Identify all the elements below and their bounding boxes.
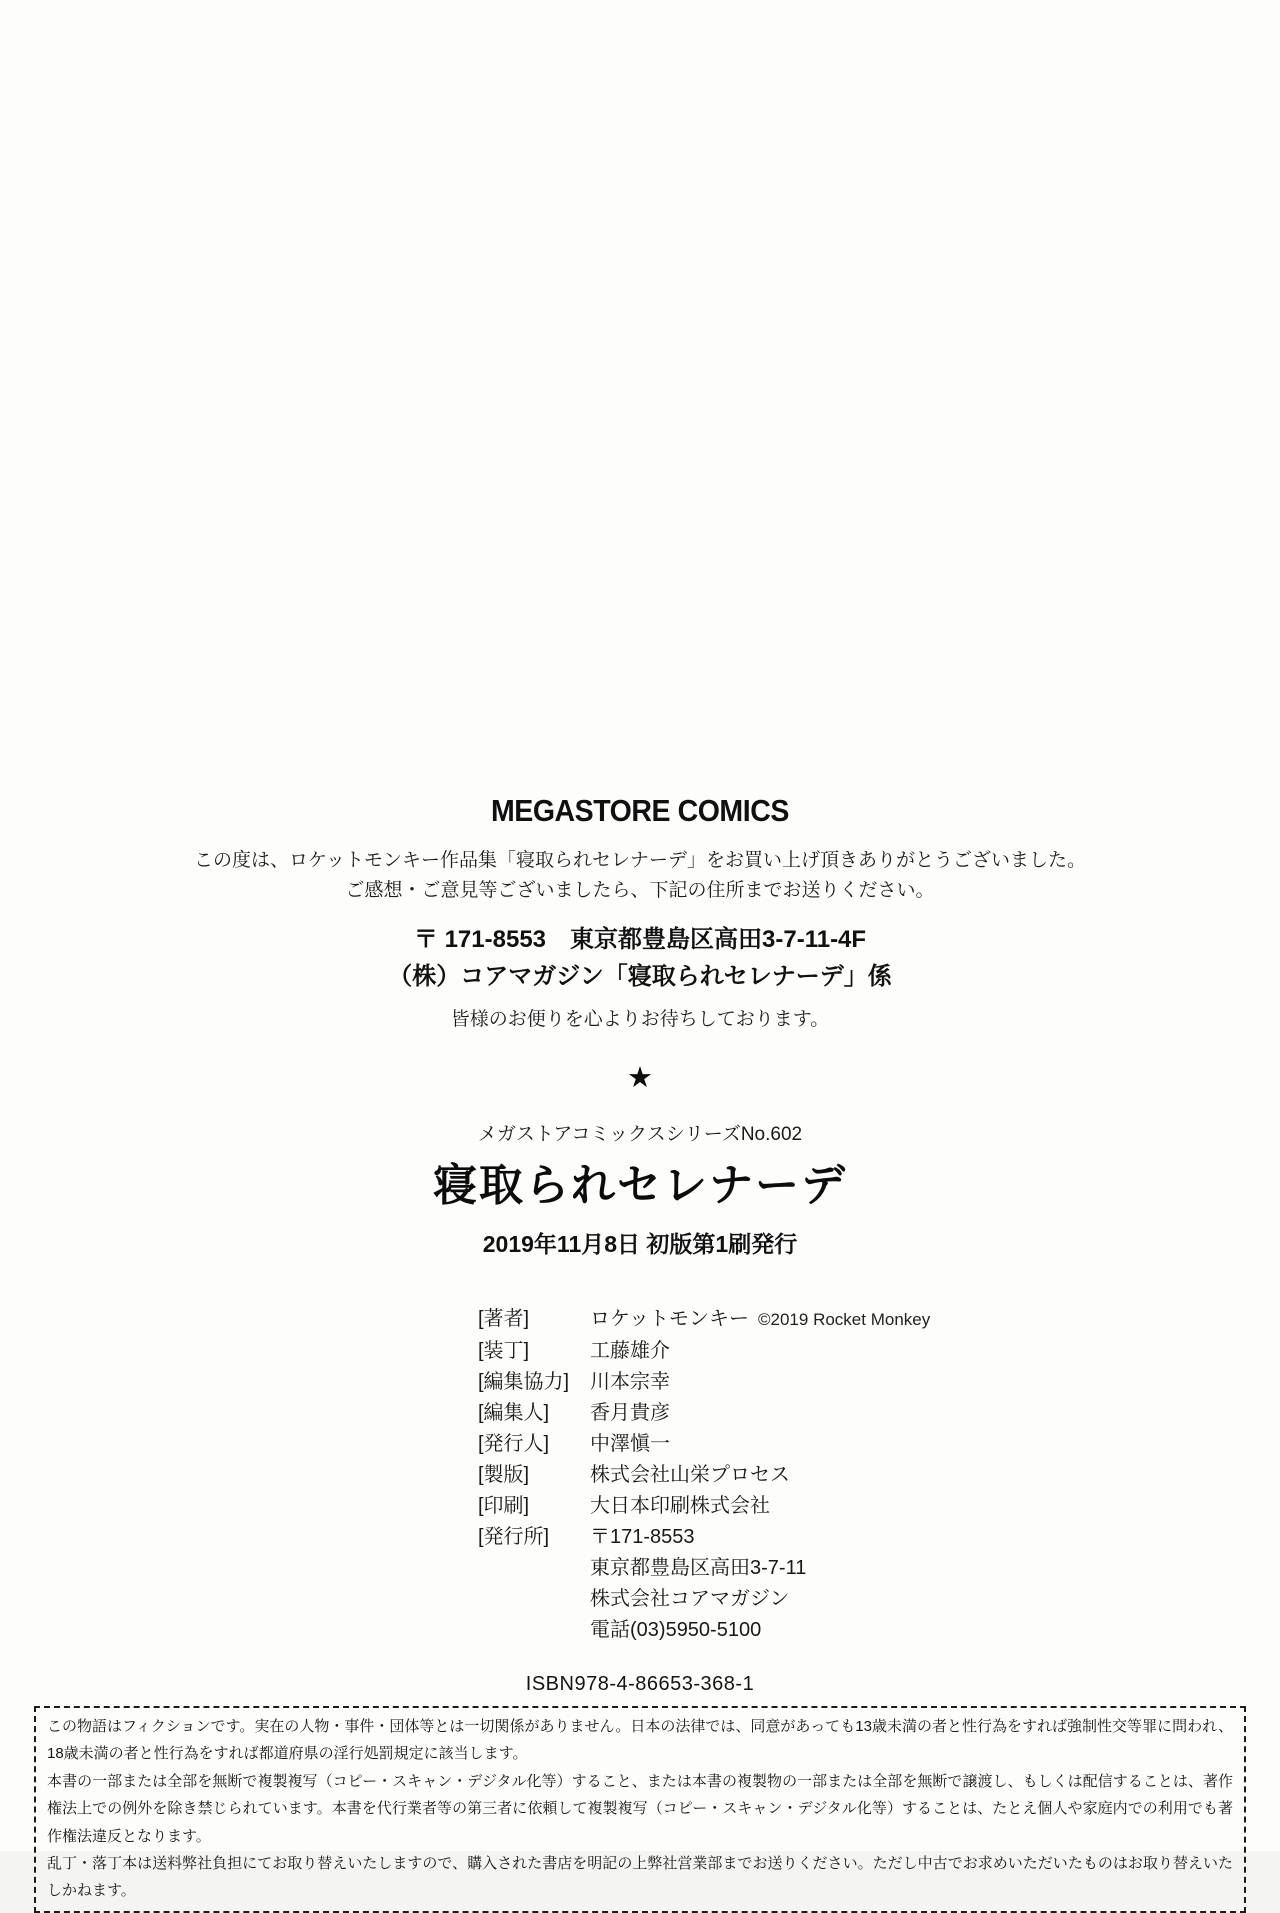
credits-list bbox=[478, 1309, 1280, 1640]
credit-label: [編集人] bbox=[478, 1402, 550, 1424]
credit-row-design bbox=[478, 1341, 1280, 1361]
publisher-address-row bbox=[478, 1558, 1280, 1578]
credit-label: [製版] bbox=[478, 1464, 530, 1486]
disclaimer-copyright-notice: 本書の一部または全部を無断で複製複写（コピー・スキャン・デジタル化等）すること、または本書の複製物の一部または全部を無断で譲渡し、もしくは配信することは、著作権法上での例外を除き禁じられています。本書を代行業者等の第三者に依頼して複製複写（コピー・スキャン・デジタル化等）することは、たとえ個人や家庭内での利用でも著作権法違反となります。 bbox=[47, 1772, 1233, 1845]
credit-label: [発行所] bbox=[478, 1526, 550, 1548]
publisher-phone-row bbox=[478, 1620, 1280, 1640]
credit-label: [印刷] bbox=[478, 1495, 530, 1517]
credit-value: 大日本印刷株式会社 bbox=[590, 1495, 770, 1517]
series-number: メガストアコミックスシリーズNo.602 bbox=[477, 1124, 803, 1145]
greeting-line: 皆様のお便りを心よりお待ちしております。 bbox=[450, 1009, 830, 1030]
credit-row-editor bbox=[478, 1403, 1280, 1423]
credit-row-publishing-office bbox=[478, 1527, 1280, 1547]
credit-row-printing bbox=[478, 1496, 1280, 1516]
credit-row-author bbox=[478, 1309, 1280, 1330]
credit-value bbox=[590, 1309, 930, 1330]
credit-value: 株式会社山栄プロセス bbox=[590, 1464, 790, 1486]
thank-you-line-2: ご感想・ご意見等ございましたら、下記の住所までお送りください。 bbox=[345, 880, 935, 901]
credit-label: [編集協力] bbox=[478, 1371, 570, 1393]
credit-row-publisher-person bbox=[478, 1434, 1280, 1454]
publisher-company-row bbox=[478, 1589, 1280, 1609]
imprint-logo-text: MEGASTORE COMICS bbox=[491, 793, 789, 828]
credit-label: [発行人] bbox=[478, 1433, 550, 1455]
publisher-company: 株式会社コアマガジン bbox=[590, 1588, 790, 1610]
credit-label: [装丁] bbox=[478, 1340, 530, 1362]
credit-row-plate-making bbox=[478, 1465, 1280, 1485]
author-name: ロケットモンキー bbox=[590, 1308, 749, 1330]
publisher-phone: 電話(03)5950-5100 bbox=[590, 1619, 762, 1641]
feedback-address-postal: 〒 171-8553 東京都豊島区高田3-7-11-4F bbox=[413, 926, 867, 953]
feedback-address bbox=[0, 921, 1280, 995]
book-title: 寝取られセレナーデ bbox=[433, 1161, 847, 1210]
publisher-street: 東京都豊島区高田3-7-11 bbox=[590, 1557, 807, 1579]
thank-you-line-1: この度は、ロケットモンキー作品集「寝取られセレナーデ」をお買い上げ頂きありがとうございました。 bbox=[193, 850, 1087, 871]
isbn-number: ISBN978-4-86653-368-1 bbox=[525, 1673, 755, 1695]
edition-date: 2019年11月8日 初版第1刷発行 bbox=[482, 1231, 798, 1257]
credit-row-editorial-support bbox=[478, 1372, 1280, 1392]
legal-disclaimer-box bbox=[34, 1706, 1246, 1913]
star-icon: ★ bbox=[627, 1062, 653, 1094]
credit-value: 中澤愼一 bbox=[590, 1433, 670, 1455]
disclaimer-defective-copy-notice: 乱丁・落丁本は送料弊社負担にてお取り替えいたしますので、購入された書店を明記の上弊社営業部までお送りください。ただし中古でお求めいただいたものはお取り替えいたしかねます。 bbox=[47, 1855, 1233, 1900]
disclaimer-fiction-notice: この物語はフィクションです。実在の人物・事件・団体等とは一切関係がありません。日本の法律では、同意があっても13歳未満の者と性行為をすれば強制性交等罪に問われ、18歳未満の者と性行為をすれば都道府県の淫行処罰規定に該当します。 bbox=[47, 1718, 1233, 1763]
feedback-address-company: （株）コアマガジン「寝取られセレナーデ」係 bbox=[388, 963, 892, 990]
imprint-logo bbox=[0, 0, 1280, 829]
credit-label: [著者] bbox=[478, 1308, 530, 1330]
thank-you-note bbox=[0, 846, 1280, 906]
credit-value: 工藤雄介 bbox=[590, 1340, 670, 1362]
publisher-postal-code: 〒171-8553 bbox=[590, 1526, 695, 1548]
credit-value: 川本宗幸 bbox=[590, 1371, 670, 1393]
credit-value: 香月貴彦 bbox=[590, 1402, 670, 1424]
copyright-notice: ©2019 Rocket Monkey bbox=[758, 1310, 931, 1329]
